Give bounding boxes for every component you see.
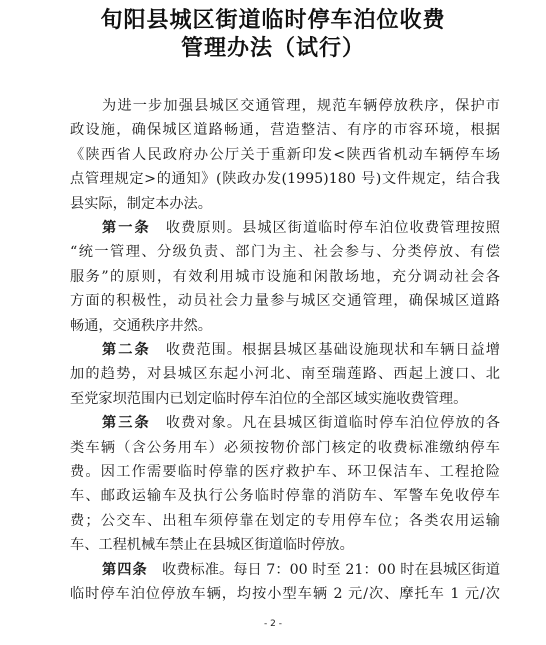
body-line <box>70 143 500 167</box>
body-line <box>70 533 500 557</box>
body-line <box>102 94 500 118</box>
line-text: 收费标准。每日 7：00 时至 21：00 时在县城区街道 <box>147 561 500 578</box>
line-text: 费；公交车、出租车须停靠在划定的专用停车位；各类农用运输 <box>70 512 500 529</box>
line-text: 政设施，确保城区道路畅通，营造整洁、有序的市容环境，根据 <box>70 122 500 139</box>
line-text: 收费范围。根据县城区基础设施现状和车辆日益增 <box>150 342 500 358</box>
page-number: - 2 - <box>264 619 282 629</box>
article-heading: 第四条 <box>102 561 148 578</box>
line-text: 费。因工作需要临时停靠的医疗救护车、环卫保洁车、工程抢险 <box>70 464 500 480</box>
line-text: 临时停车泊位停放车辆，均按小型车辆 2 元/次、摩托车 1 元/次 <box>70 586 500 602</box>
body-line <box>70 582 500 606</box>
body-line <box>70 167 500 191</box>
body-line <box>70 460 500 484</box>
body-line <box>70 387 500 411</box>
body-line <box>70 362 500 386</box>
line-text: 畅通，交通秩序井然。 <box>70 317 212 334</box>
article-heading: 第三条 <box>102 415 151 432</box>
body-line <box>70 265 500 289</box>
document-title-line-1: 旬阳县城区街道临时停车泊位收费 <box>100 7 446 33</box>
line-text: 为进一步加强县城区交通管理，规范车辆停放秩序，保护市 <box>102 98 500 114</box>
line-text: 车、邮政运输车及执行公务临时停靠的消防车、军警车免收停车 <box>70 488 500 505</box>
document-title-line-2: 管理办法（试行） <box>180 35 365 61</box>
line-text: “统一管理、分级负责、部门为主、社会参与、分类停放、有偿 <box>70 244 500 261</box>
body-line <box>70 289 500 313</box>
line-text: 服务”的原则，有效利用城市设施和闲散场地，充分调动社会各 <box>70 268 500 285</box>
article-first-line <box>102 558 500 582</box>
body-line <box>70 436 500 460</box>
body-line <box>70 509 500 533</box>
line-text: 类车辆（含公务用车）必须按物价部门核定的收费标准缴纳停车 <box>70 439 500 456</box>
line-text: 加的趋势，对县城区东起小河北、南至瑞莲路、西起上渡口、北 <box>70 366 500 383</box>
article-first-line <box>102 338 500 362</box>
line-text: 至党家坝范围内已划定临时停车泊位的全部区域实施收费管理。 <box>70 390 468 407</box>
line-text: 车、工程机械车禁止在县城区街道临时停放。 <box>70 537 354 554</box>
body-line <box>70 192 500 216</box>
line-text: 《陕西省人民政府办公厅关于重新印发<陕西省机动车辆停车场 <box>70 146 500 163</box>
line-text: 收费对象。凡在县城区街道临时停车泊位停放的各 <box>150 415 500 432</box>
line-text: 方面的积极性，动员社会力量参与城区交通管理，确保城区道路 <box>70 293 500 310</box>
article-heading: 第一条 <box>102 220 151 236</box>
line-text: 收费原则。县城区街道临时停车泊位收费管理按照 <box>150 220 500 236</box>
body-line <box>70 484 500 508</box>
body-line <box>70 314 500 338</box>
body-line <box>70 118 500 142</box>
article-heading: 第二条 <box>102 342 151 358</box>
line-text: 县实际，制定本办法。 <box>70 195 212 212</box>
line-text: 点管理规定>的通知》(陕政办发(1995)180 号)文件规定，结合我 <box>70 171 500 188</box>
body-line <box>70 240 500 264</box>
article-first-line <box>102 411 500 435</box>
article-first-line <box>102 216 500 240</box>
